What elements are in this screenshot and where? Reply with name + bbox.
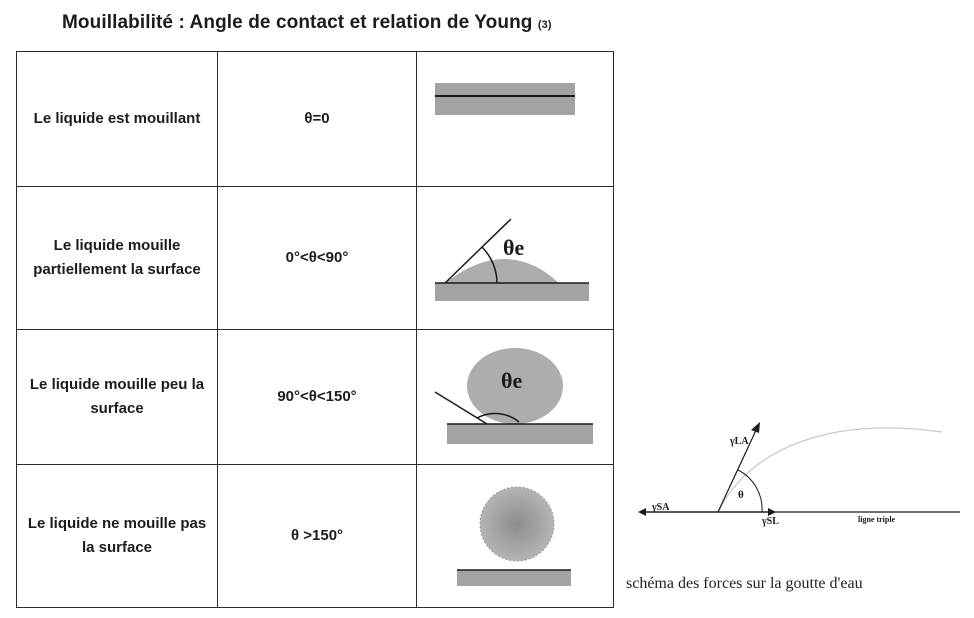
illustration-cell — [417, 465, 614, 608]
angle-text: 0°<θ<90° — [285, 249, 349, 266]
description-text: Le liquide mouille peu la surface — [29, 376, 205, 417]
description-cell — [17, 465, 218, 608]
schema-caption: schéma des forces sur la goutte d'eau — [626, 575, 863, 592]
contact-angle-label: θe — [503, 235, 525, 260]
table-row — [17, 187, 614, 330]
arrowhead-icon — [751, 422, 760, 433]
title-reference: (3) — [537, 19, 552, 31]
description-text: Le liquide ne mouille pas la surface — [27, 515, 207, 556]
table-row — [17, 465, 614, 608]
description-cell — [17, 187, 218, 330]
contact-angle-label: θe — [501, 368, 523, 393]
gamma-sl-label: γSL — [762, 516, 779, 527]
description-cell — [17, 52, 218, 187]
gamma-la-label: γLA — [730, 436, 749, 447]
force-diagram — [630, 418, 964, 530]
description-text: Le liquide est mouillant — [33, 110, 201, 127]
title-text: Mouillabilité : Angle de contact et relation de Young — [62, 12, 533, 33]
spreading-drop-icon — [417, 187, 613, 329]
arrowhead-icon — [768, 508, 776, 516]
illustration-cell — [417, 187, 614, 330]
wetting-table — [16, 51, 614, 608]
angle-text: θ >150° — [290, 527, 344, 544]
angle-cell — [218, 330, 417, 465]
description-text: Le liquide mouille partiellement la surface — [33, 237, 201, 278]
angle-cell — [218, 52, 417, 187]
description-cell — [17, 330, 218, 465]
gamma-sa-label: γSA — [652, 502, 670, 513]
arrowhead-icon — [638, 508, 646, 516]
table-row — [17, 330, 614, 465]
triple-line-label: ligne triple — [858, 515, 896, 524]
angle-text: θ=0 — [304, 110, 330, 127]
illustration-cell — [417, 52, 614, 187]
page-title — [62, 12, 552, 34]
flat-film-icon — [417, 52, 613, 186]
theta-label: θ — [738, 489, 744, 501]
angle-cell — [218, 465, 417, 608]
illustration-cell — [417, 330, 614, 465]
angle-cell — [218, 187, 417, 330]
beading-drop-icon — [417, 330, 613, 464]
table-row — [17, 52, 614, 187]
sphere-drop-icon — [417, 465, 613, 607]
angle-text: 90°<θ<150° — [277, 388, 357, 405]
